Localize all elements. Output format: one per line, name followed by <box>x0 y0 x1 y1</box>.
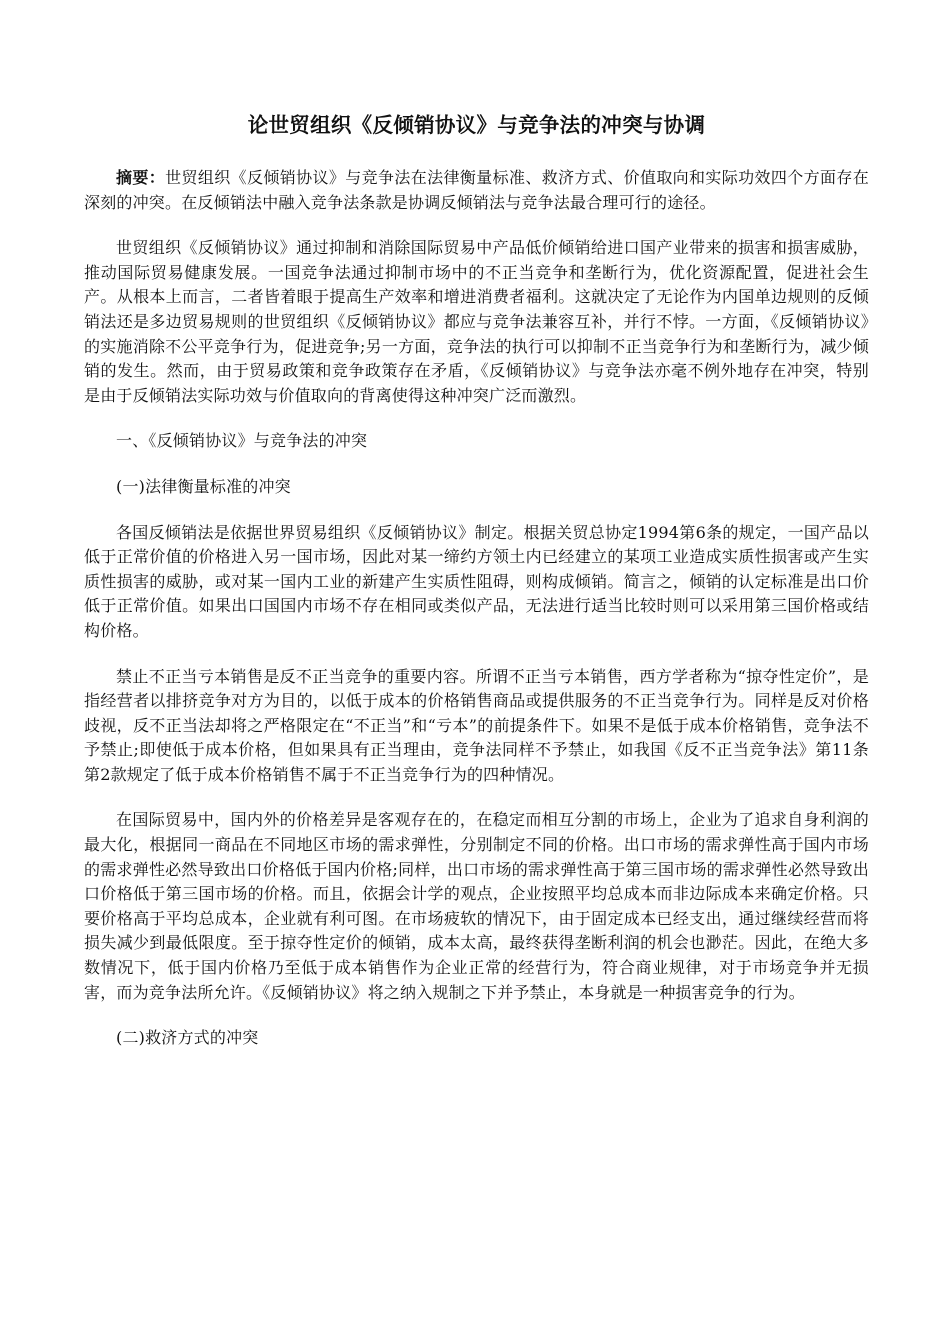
body-paragraph-price-differences: 在国际贸易中，国内外的价格差异是客观存在的，在稳定而相互分割的市场上，企业为了追求自身利润的最大化，根据同一商品在不同地区市场的需求弹性，分别制定不同的价格。出口市场的需求弹性高于国内市场的需求弹性必然导致出口价格低于国内价格;同样，出口市场的需求弹性高于第三国市场的需求弹性必然导致出口价格低于第三国市场的价格。而且，依据会计学的观点，企业按照平均总成本而非边际成本来确定价格。只要价格高于平均总成本，企业就有利可图。在市场疲软的情况下，由于固定成本已经支出，通过继续经营而将损失减少到最低限度。至于掠夺性定价的倾销，成本太高，最终获得垄断利润的机会也渺茫。因此，在绝大多数情况下，低于国内价格乃至低于成本销售作为企业正常的经营行为，符合商业规律，对于市场竞争并无损害，而为竞争法所允许。《反倾销协议》将之纳入规制之下并予禁止，本身就是一种损害竞争的行为。 <box>84 810 869 1002</box>
abstract-label: 摘要： <box>116 168 166 187</box>
section-heading-conflicts: 一、《反倾销协议》与竞争法的冲突 <box>116 431 368 451</box>
body-paragraph-predatory-pricing: 禁止不正当亏本销售是反不正当竞争的重要内容。所谓不正当亏本销售，西方学者称为“掠夺性定价”，是指经营者以排挤竞争对方为目的，以低于成本的价格销售商品或提供服务的不正当竞争行为。同样是反对价格歧视，反不正当法却将之严格限定在“不正当”和“亏本”的前提条件下。如果不是低于成本价格销售，竞争法不予禁止;即使低于成本价格，但如果具有正当理由，竞争法同样不予禁止，如我国《反不正当竞争法》第11条第2款规定了低于成本价格销售不属于不正当竞争行为的四种情况。 <box>84 666 869 784</box>
body-paragraph-dumping-definition: 各国反倾销法是依据世界贸易组织《反倾销协议》制定。根据关贸总协定1994第6条的规定，一国产品以低于正常价值的价格进入另一国市场，因此对某一缔约方领土内已经建立的某项工业造成实质性损害或产生实质性损害的威胁，或对某一国内工业的新建产生实质性阻碍，则构成倾销。简言之，倾销的认定标准是出口价低于正常价值。如果出口国国内市场不存在相同或类似产品，无法进行适当比较时则可以采用第三国价格或结构价格。 <box>84 522 869 640</box>
intro-paragraph: 世贸组织《反倾销协议》通过抑制和消除国际贸易中产品低价倾销给进口国产业带来的损害和损害威胁，推动国际贸易健康发展。一国竞争法通过抑制市场中的不正当竞争和垄断行为，优化资源配置，促进社会生产。从根本上而言，二者皆着眼于提高生产效率和增进消费者福利。这就决定了无论作为内国单边规则的反倾销法还是多边贸易规则的世贸组织《反倾销协议》都应与竞争法兼容互补，并行不悖。一方面，《反倾销协议》的实施消除不公平竞争行为，促进竞争;另一方面，竞争法的执行可以抑制不正当竞争行为和垄断行为，减少倾销的发生。然而，由于贸易政策和竞争政策存在矛盾，《反倾销协议》与竞争法亦毫不例外地存在冲突，特别是由于反倾销法实际功效与价值取向的背离使得这种冲突广泛而激烈。 <box>84 238 869 405</box>
abstract-paragraph <box>84 166 869 215</box>
document-page <box>84 105 869 1072</box>
subsection-heading-legal-standards: (一)法律衡量标准的冲突 <box>116 476 291 496</box>
document-title: 论世贸组织《反倾销协议》与竞争法的冲突与协调 <box>247 113 706 137</box>
abstract-text: 世贸组织《反倾销协议》与竞争法在法律衡量标准、救济方式、价值取向和实际功效四个方面存在深刻的冲突。在反倾销法中融入竞争法条款是协调反倾销法与竞争法最合理可行的途径。 <box>84 168 869 212</box>
subsection-heading-remedies: (二)救济方式的冲突 <box>116 1028 259 1048</box>
